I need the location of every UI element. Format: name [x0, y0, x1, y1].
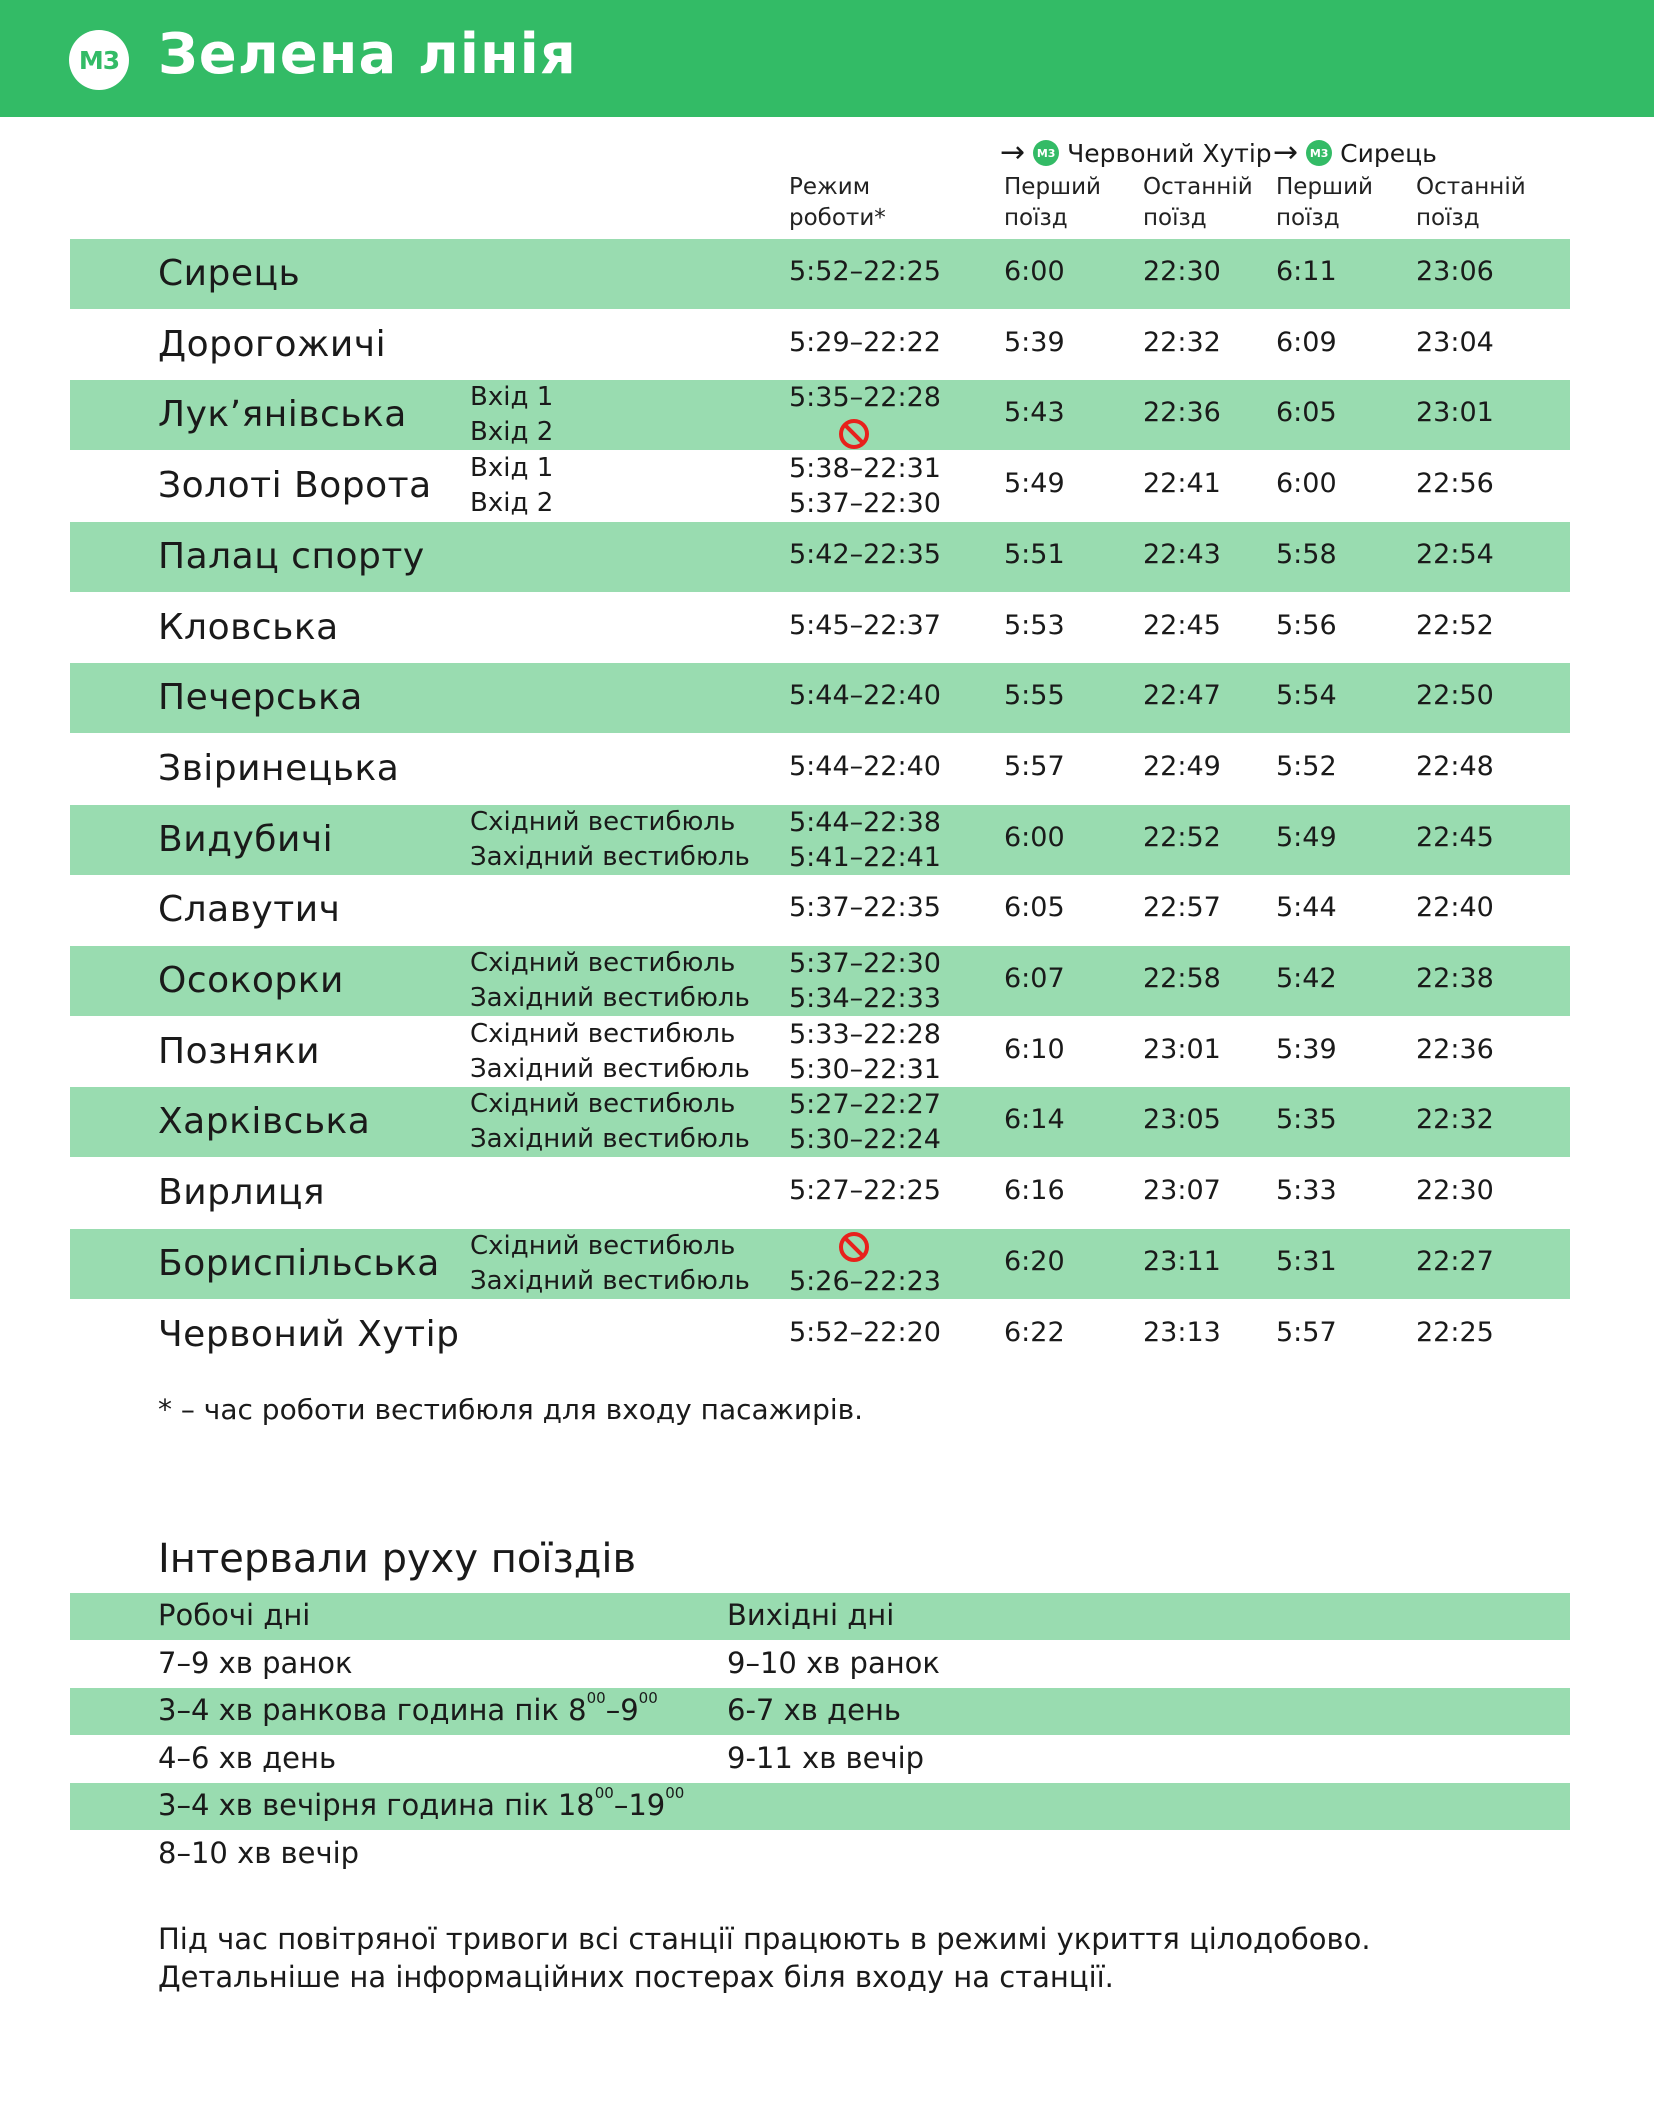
- last-train-1: 22:47: [1143, 680, 1221, 712]
- last-train-2: 22:40: [1416, 892, 1494, 924]
- hours-cell: [789, 1229, 941, 1299]
- last-train-2: 22:52: [1416, 609, 1494, 641]
- station-name: Кловська: [158, 606, 339, 648]
- weekday-header: Робочі дні: [158, 1598, 311, 1632]
- first-train-1: 5:49: [1004, 468, 1065, 500]
- entrances: [470, 946, 750, 1016]
- interval-row: [70, 1641, 1570, 1688]
- table-row: [70, 593, 1570, 663]
- last-train-1: 23:07: [1143, 1175, 1221, 1207]
- hours-value: 5:33–22:28: [789, 1018, 941, 1050]
- hours-value: 5:41–22:41: [789, 841, 941, 873]
- last-train-1: 22:30: [1143, 256, 1221, 287]
- hours-value: 5:44–22:40: [789, 750, 941, 782]
- hours-cell: [789, 680, 941, 711]
- entrances: [470, 805, 750, 875]
- first-train-1: 5:43: [1004, 397, 1065, 429]
- page-title: Зелена лінія: [158, 22, 577, 87]
- arrow-right-icon: →: [1273, 135, 1299, 170]
- hours-value: 5:27–22:27: [789, 1089, 941, 1121]
- last-train-1: 22:45: [1143, 609, 1221, 641]
- last-train-1: 23:01: [1143, 1033, 1221, 1065]
- entrance-label: Західний вестибюль: [470, 841, 750, 872]
- column-header-first-2: Перший поїзд: [1276, 174, 1373, 231]
- entrance-label: Вхід 1: [470, 382, 554, 413]
- hours-cell: [789, 610, 941, 641]
- first-train-2: 5:57: [1276, 1316, 1337, 1348]
- last-train-1: 23:11: [1143, 1245, 1221, 1277]
- superscript: 00: [665, 1784, 685, 1802]
- intervals-header-row: [70, 1593, 1570, 1640]
- first-train-2: 5:31: [1276, 1245, 1337, 1277]
- table-row: [70, 1300, 1570, 1370]
- station-name: Палац спорту: [158, 535, 425, 577]
- hours-value: 5:27–22:25: [789, 1175, 941, 1207]
- direction-header-1: [1000, 135, 1272, 170]
- last-train-2: 23:04: [1416, 326, 1494, 358]
- station-name: Червоний Хутір: [158, 1313, 460, 1355]
- hours-cell: [789, 805, 941, 875]
- table-row: [70, 522, 1570, 592]
- line-badge-small: M3: [1033, 140, 1059, 166]
- first-train-2: 6:09: [1276, 326, 1337, 358]
- last-train-2: 22:50: [1416, 680, 1494, 712]
- hours-value: 5:42–22:35: [789, 538, 941, 570]
- first-train-2: 5:42: [1276, 963, 1337, 994]
- weekday-interval: 3–4 хв ранкова година пік $8^{00}-9^{00}$: [158, 1689, 658, 1727]
- station-name: Золоті Ворота: [158, 465, 432, 507]
- first-train-1: 6:00: [1004, 821, 1065, 853]
- first-train-2: 6:00: [1276, 468, 1337, 500]
- hours-value: 5:38–22:31: [789, 453, 941, 485]
- entrances: [470, 1229, 750, 1299]
- hours-cell: [789, 539, 941, 570]
- last-train-2: 22:32: [1416, 1104, 1494, 1136]
- first-train-2: 5:44: [1276, 892, 1337, 924]
- station-name: Сирець: [158, 253, 301, 294]
- station-name: Печерська: [158, 677, 363, 719]
- last-train-1: 22:41: [1143, 468, 1221, 500]
- first-train-1: 6:10: [1004, 1033, 1065, 1065]
- first-train-1: 6:20: [1004, 1245, 1065, 1277]
- first-train-2: 6:05: [1276, 397, 1337, 429]
- column-header-last-1: Останній поїзд: [1143, 174, 1253, 231]
- first-train-2: 6:11: [1276, 256, 1337, 287]
- first-train-1: 6:22: [1004, 1316, 1065, 1348]
- table-row: [70, 380, 1570, 450]
- superscript: 00: [586, 1689, 606, 1707]
- table-row: [70, 1017, 1570, 1087]
- last-train-2: 22:25: [1416, 1316, 1494, 1348]
- first-train-2: 5:52: [1276, 750, 1337, 782]
- no-entry-icon: [839, 1232, 869, 1262]
- interval-row: [70, 1831, 1570, 1878]
- first-train-2: 5:33: [1276, 1175, 1337, 1207]
- closed-entry: [789, 415, 941, 450]
- weekend-interval: 6-7 хв день: [727, 1693, 901, 1727]
- entrances: [470, 1017, 750, 1087]
- last-train-2: 22:27: [1416, 1245, 1494, 1277]
- table-row: [70, 805, 1570, 875]
- first-train-1: 5:53: [1004, 609, 1065, 641]
- table-row: [70, 310, 1570, 380]
- weekday-interval: 7–9 хв ранок: [158, 1645, 353, 1680]
- hours-cell: [789, 1087, 941, 1157]
- hours-cell: [789, 1317, 941, 1348]
- last-train-1: 22:57: [1143, 892, 1221, 924]
- hours-value: 5:30–22:31: [789, 1053, 941, 1085]
- station-name: Дорогожичі: [158, 323, 387, 365]
- entrance-label: Східний вестибюль: [470, 1089, 736, 1120]
- info-note: Детальніше на інформаційних постерах біля входу на станції.: [158, 1960, 1114, 1994]
- first-train-1: 5:57: [1004, 750, 1065, 782]
- first-train-1: 6:07: [1004, 963, 1065, 994]
- column-header-first-1: Перший поїзд: [1004, 174, 1101, 231]
- station-name: Осокорки: [158, 960, 344, 1001]
- last-train-2: 23:01: [1416, 397, 1494, 429]
- last-train-1: 22:49: [1143, 750, 1221, 782]
- table-row: [70, 734, 1570, 804]
- table-row: [70, 1158, 1570, 1228]
- hours-value: 5:29–22:22: [789, 326, 941, 358]
- table-row: [70, 451, 1570, 521]
- last-train-2: 22:45: [1416, 821, 1494, 853]
- hours-cell: [789, 946, 941, 1016]
- station-name: Вирлиця: [158, 1172, 326, 1214]
- hours-value: 5:52–22:25: [789, 256, 941, 287]
- table-row: [70, 663, 1570, 733]
- entrance-label: Вхід 2: [470, 488, 554, 519]
- superscript: 00: [594, 1784, 614, 1802]
- hours-cell: [789, 1017, 941, 1087]
- last-train-1: 22:52: [1143, 821, 1221, 853]
- last-train-1: 23:13: [1143, 1316, 1221, 1348]
- hours-value: 5:30–22:24: [789, 1124, 941, 1156]
- weekday-interval: 4–6 хв день: [158, 1740, 337, 1775]
- entrance-label: Західний вестибюль: [470, 1124, 750, 1155]
- entrance-label: Східний вестибюль: [470, 1018, 736, 1049]
- hours-value: 5:37–22:35: [789, 892, 941, 924]
- table-row: [70, 875, 1570, 945]
- no-entry-icon: [839, 419, 869, 449]
- interval-row: [70, 1688, 1570, 1735]
- line-badge: M3: [69, 30, 129, 90]
- weekend-interval: 9-11 хв вечір: [727, 1740, 925, 1775]
- entrance-label: Західний вестибюль: [470, 983, 750, 1013]
- station-name: Звіринецька: [158, 747, 400, 789]
- hours-cell: [789, 256, 941, 287]
- station-name: Славутич: [158, 889, 341, 931]
- header-bar: [0, 0, 1654, 117]
- direction-label: Сирець: [1340, 138, 1437, 168]
- arrow-right-icon: →: [1000, 135, 1026, 170]
- hours-value: 5:26–22:23: [789, 1265, 941, 1297]
- entrance-label: Східний вестибюль: [470, 1230, 736, 1261]
- weekend-header: Вихідні дні: [727, 1598, 895, 1632]
- station-name: Бориспільська: [158, 1242, 440, 1284]
- column-header-hours: Режим роботи*: [789, 174, 886, 231]
- first-train-2: 5:39: [1276, 1033, 1337, 1065]
- hours-value: 5:37–22:30: [789, 488, 941, 520]
- table-row: [70, 1087, 1570, 1157]
- hours-value: 5:35–22:28: [789, 382, 941, 414]
- weekend-interval: 9–10 хв ранок: [727, 1645, 940, 1680]
- first-train-2: 5:56: [1276, 609, 1337, 641]
- station-name: Видубичі: [158, 818, 334, 860]
- last-train-2: 22:30: [1416, 1175, 1494, 1207]
- first-train-2: 5:49: [1276, 821, 1337, 853]
- last-train-1: 22:43: [1143, 538, 1221, 570]
- last-train-1: 22:36: [1143, 397, 1221, 429]
- hours-cell: [789, 451, 941, 521]
- hours-cell: [789, 892, 941, 923]
- station-name: Позняки: [158, 1030, 321, 1072]
- footnote: * – час роботи вестибюля для входу пасажирів.: [158, 1393, 864, 1426]
- hours-value: 5:52–22:20: [789, 1316, 941, 1348]
- column-header-last-2: Останній поїзд: [1416, 174, 1526, 231]
- hours-value: 5:45–22:37: [789, 609, 941, 641]
- entrance-label: Східний вестибюль: [470, 806, 736, 837]
- first-train-2: 5:35: [1276, 1104, 1337, 1136]
- hours-cell: [789, 380, 941, 450]
- hours-value: 5:34–22:33: [789, 983, 941, 1014]
- first-train-1: 6:14: [1004, 1104, 1065, 1136]
- entrance-label: Західний вестибюль: [470, 1265, 750, 1296]
- last-train-1: 22:32: [1143, 326, 1221, 358]
- last-train-1: 22:58: [1143, 963, 1221, 994]
- entrances: [470, 380, 553, 450]
- entrance-label: Вхід 1: [470, 453, 554, 484]
- entrance-label: Західний вестибюль: [470, 1053, 750, 1084]
- last-train-1: 23:05: [1143, 1104, 1221, 1136]
- interval-row: [70, 1736, 1570, 1783]
- table-row: [70, 946, 1570, 1016]
- first-train-1: 5:51: [1004, 538, 1065, 570]
- direction-header-2: [1273, 135, 1437, 170]
- last-train-2: 22:38: [1416, 963, 1494, 994]
- table-row: [70, 239, 1570, 309]
- intervals-title: Інтервали руху поїздів: [158, 1536, 637, 1582]
- first-train-1: 6:16: [1004, 1175, 1065, 1207]
- first-train-2: 5:58: [1276, 538, 1337, 570]
- last-train-2: 23:06: [1416, 256, 1494, 287]
- superscript: 00: [638, 1689, 658, 1707]
- hours-cell: [789, 1175, 941, 1206]
- weekday-interval: 8–10 хв вечір: [158, 1835, 360, 1870]
- station-name: Харківська: [158, 1101, 371, 1143]
- hours-cell: [789, 751, 941, 782]
- entrance-label: Вхід 2: [470, 417, 554, 448]
- interval-row: [70, 1783, 1570, 1830]
- station-name: Лук’янівська: [158, 394, 407, 436]
- weekday-interval: 3–4 хв вечірня година пік $18^{00}-19^{00}$: [158, 1784, 685, 1822]
- entrance-label: Східний вестибюль: [470, 948, 736, 978]
- table-row: [70, 1229, 1570, 1299]
- first-train-2: 5:54: [1276, 680, 1337, 712]
- line-badge-small: M3: [1306, 140, 1332, 166]
- air-raid-note: Під час повітряної тривоги всі станції працюють в режимі укриття цілодобово.: [158, 1922, 1371, 1956]
- last-train-2: 22:48: [1416, 750, 1494, 782]
- first-train-1: 6:05: [1004, 892, 1065, 924]
- entrances: [470, 1087, 750, 1157]
- hours-cell: [789, 327, 941, 358]
- first-train-1: 5:55: [1004, 680, 1065, 712]
- closed-entry: [789, 1229, 941, 1264]
- hours-value: 5:37–22:30: [789, 948, 941, 979]
- last-train-2: 22:56: [1416, 468, 1494, 500]
- entrances: [470, 451, 553, 521]
- hours-value: 5:44–22:40: [789, 680, 941, 712]
- first-train-1: 5:39: [1004, 326, 1065, 358]
- last-train-2: 22:36: [1416, 1033, 1494, 1065]
- hours-value: 5:44–22:38: [789, 806, 941, 838]
- direction-label: Червоний Хутір: [1067, 138, 1272, 168]
- first-train-1: 6:00: [1004, 256, 1065, 287]
- last-train-2: 22:54: [1416, 538, 1494, 570]
